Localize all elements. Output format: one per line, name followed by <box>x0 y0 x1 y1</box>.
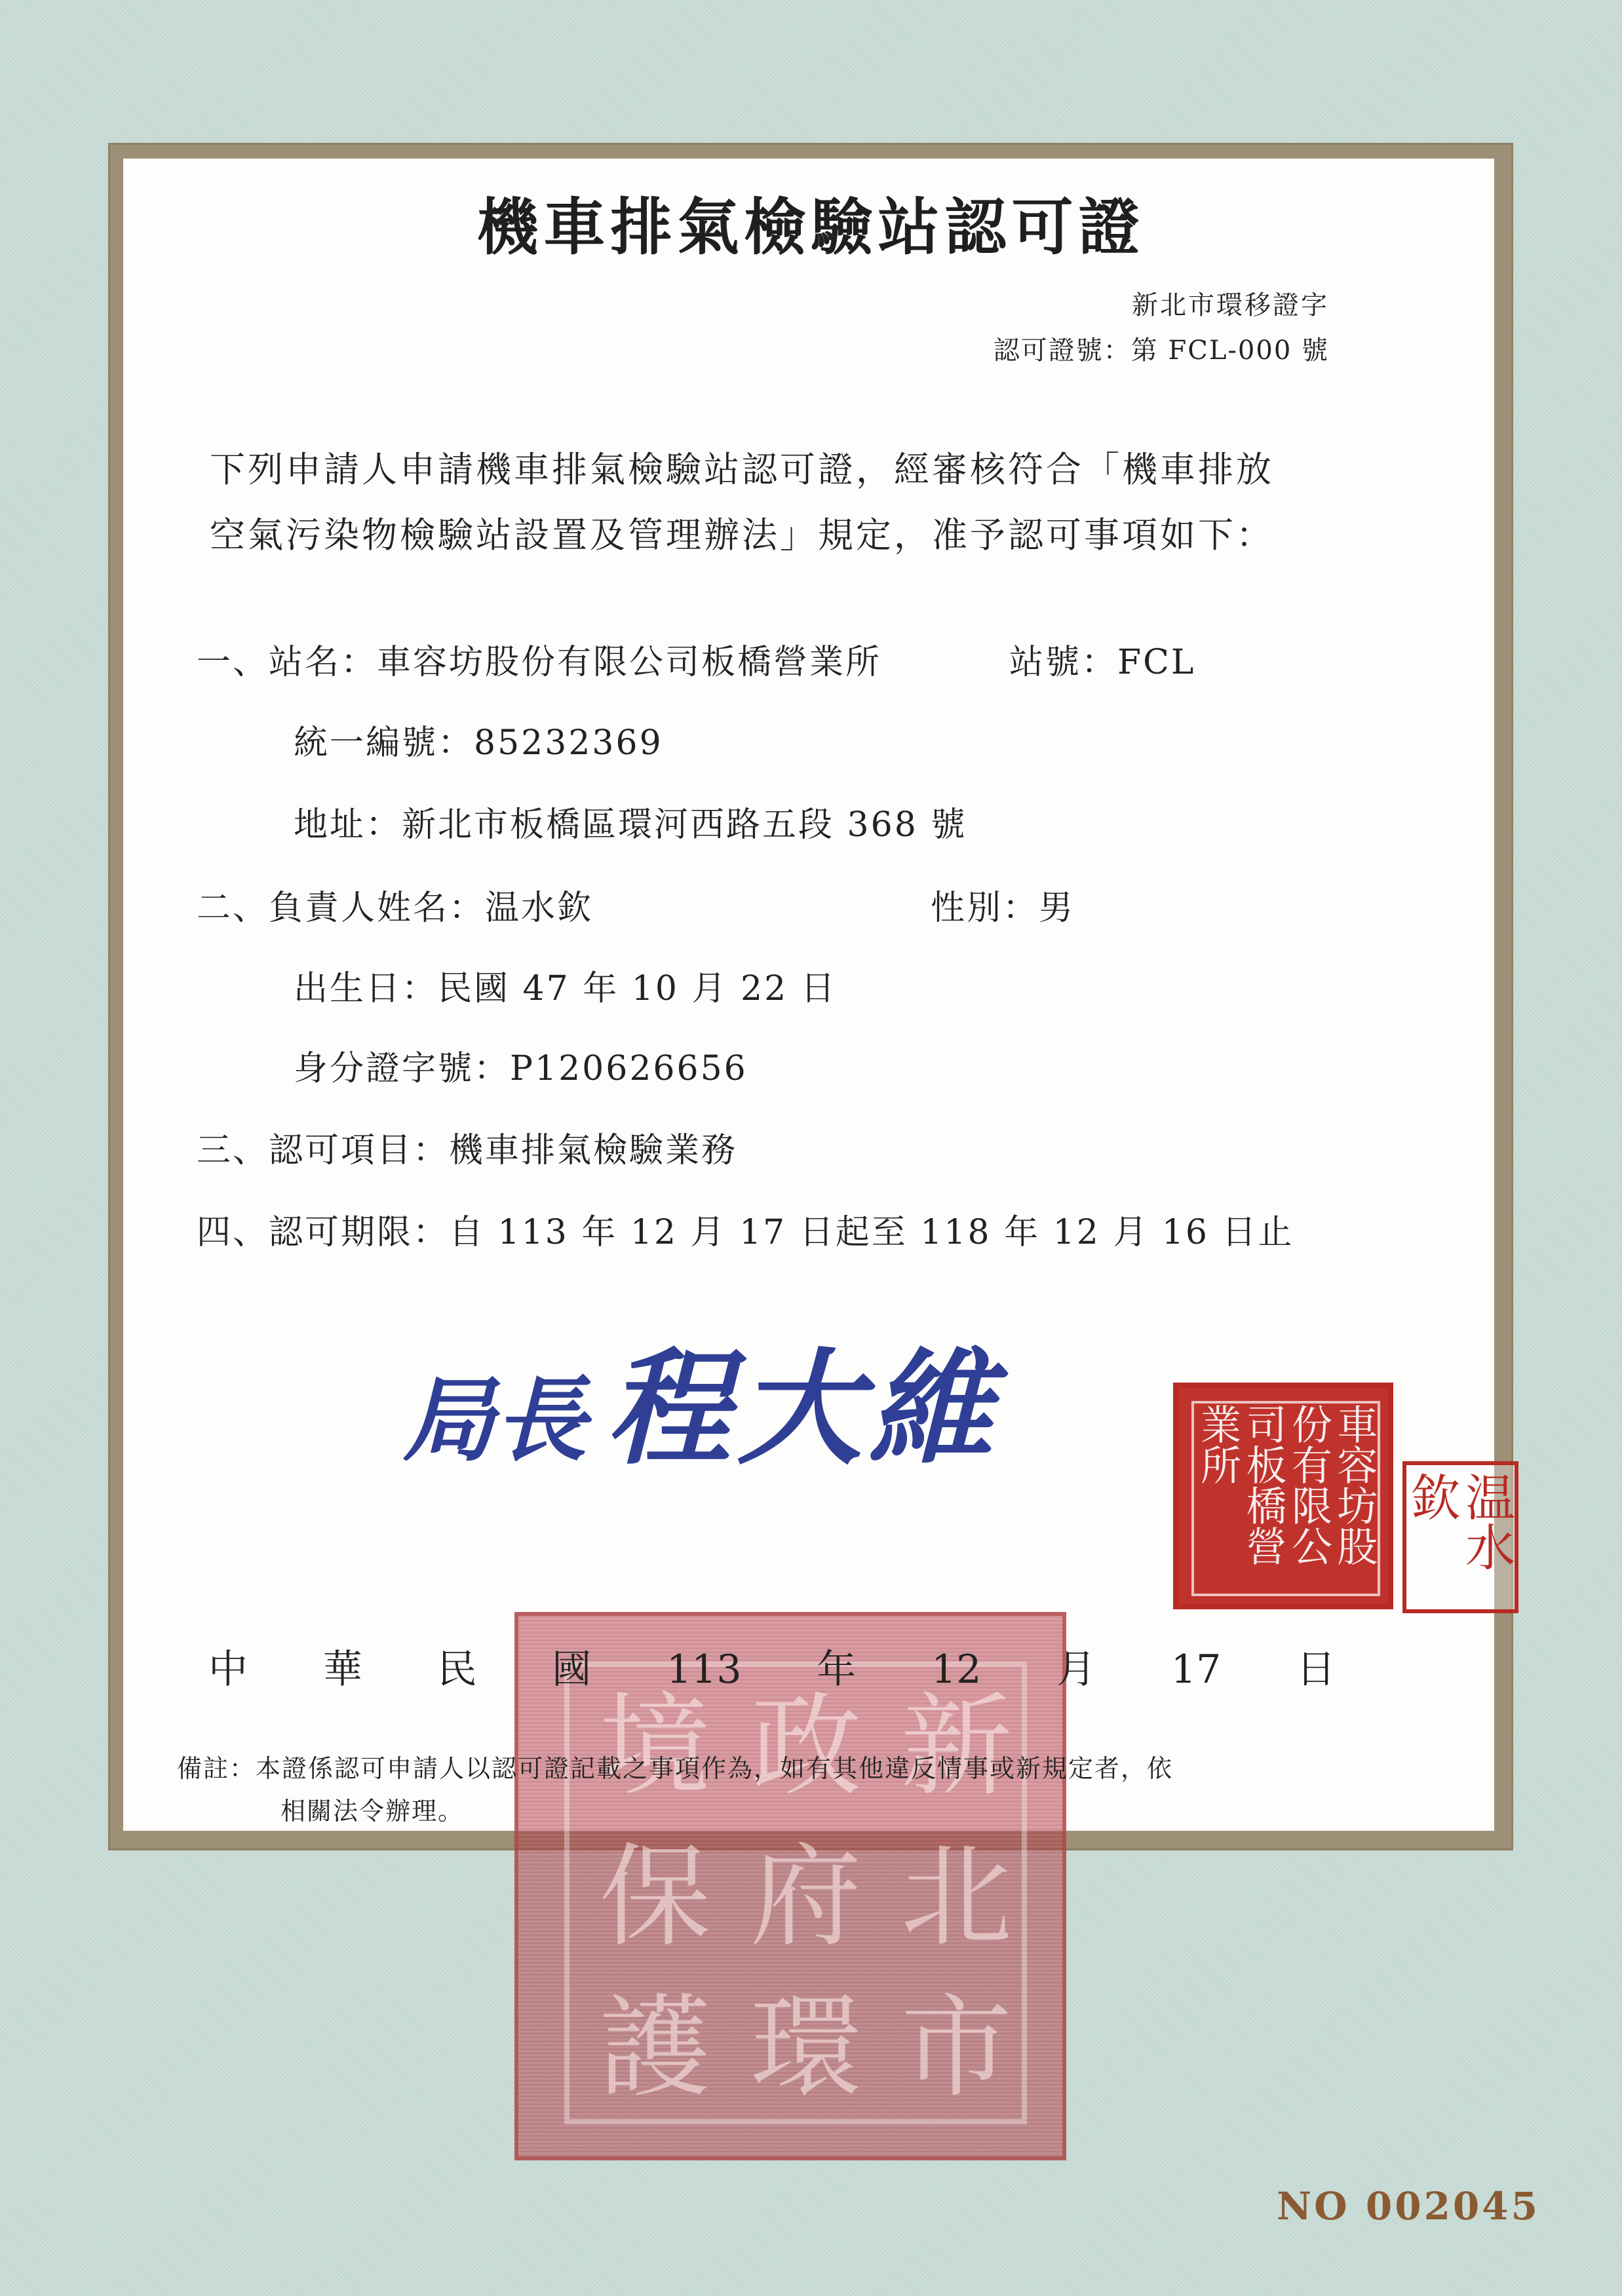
scope-row <box>197 1131 738 1170</box>
cert-agency-line: 新北市環移證字 <box>1132 290 1329 320</box>
date-part: 國 <box>552 1647 592 1693</box>
remark-line-2: 相關法令辦理。 <box>280 1797 465 1826</box>
scope-label: 三、認可項目： <box>197 1131 450 1170</box>
date-part: 民 <box>437 1647 477 1693</box>
tax-id-row <box>294 723 663 763</box>
agency-seal-text: 新 北 市 政 府 環 境 保 護 <box>564 1662 1027 2124</box>
date-day: 17 <box>1170 1647 1222 1693</box>
date-year: 113 <box>666 1647 742 1693</box>
director-signature <box>403 1335 1000 1482</box>
address-row <box>294 805 967 845</box>
cert-number-label: 認可證號： <box>993 335 1131 366</box>
company-seal <box>1173 1383 1393 1609</box>
owner-seal-text: 温水欽 <box>1402 1472 1516 1571</box>
period-value: 自 113 年 12 月 17 日起至 118 年 12 月 16 日止 <box>449 1213 1294 1252</box>
period-row <box>197 1215 1294 1250</box>
station-name-label: 一、站名： <box>197 643 377 682</box>
date-part: 年 <box>817 1647 857 1693</box>
station-name-row <box>197 643 882 682</box>
scope-value: 機車排氣檢驗業務 <box>449 1131 738 1170</box>
station-code-label: 站號： <box>1009 643 1118 682</box>
gender-label: 性別： <box>931 889 1039 928</box>
cert-number-value: 第 FCL-000 號 <box>1130 335 1329 366</box>
gender-row <box>931 889 1075 928</box>
birth-value: 民國 47 年 10 月 22 日 <box>438 969 837 1008</box>
cert-number-line <box>994 337 1329 364</box>
station-name-value: 車容坊股份有限公司板橋營業所 <box>377 643 882 682</box>
gender-value: 男 <box>1039 889 1075 928</box>
company-seal-text: 車容坊股份有限公司板橋營業所 <box>1191 1401 1380 1596</box>
address-value: 新北市板橋區環河西路五段 368 號 <box>402 805 967 845</box>
birth-label: 出生日： <box>294 969 438 1008</box>
certificate-title: 機車排氣檢驗站認可證 <box>476 191 1146 263</box>
station-code-value: FCL <box>1117 643 1196 682</box>
owner-name-label: 二、負責人姓名： <box>197 889 486 928</box>
signature-name: 程大維 <box>606 1335 1000 1482</box>
serial-number: NO 002045 <box>1277 2184 1540 2229</box>
intro-line-2: 空氣污染物檢驗站設置及管理辦法」規定，准予認可事項如下： <box>210 514 1274 556</box>
id-number-value: P120626656 <box>510 1049 748 1088</box>
date-part: 日 <box>1296 1647 1336 1693</box>
tax-id-label: 統一編號： <box>294 723 474 763</box>
agency-seal <box>514 1612 1066 2160</box>
birth-row <box>294 969 837 1008</box>
date-part: 華 <box>322 1647 362 1693</box>
owner-seal <box>1402 1461 1518 1613</box>
intro-line-1: 下列申請人申請機車排氣檢驗站認可證，經審核符合「機車排放 <box>210 449 1274 490</box>
id-number-row <box>294 1049 748 1088</box>
owner-name-row <box>197 889 594 928</box>
date-month: 12 <box>931 1647 982 1693</box>
date-part: 中 <box>208 1647 248 1693</box>
period-label: 四、認可期限： <box>197 1213 450 1252</box>
station-code-row <box>1009 643 1196 682</box>
issue-date-row <box>208 1647 1336 1693</box>
address-label: 地址： <box>294 805 402 845</box>
tax-id-value: 85232369 <box>474 723 663 763</box>
signature-title: 局長 <box>403 1367 587 1474</box>
id-number-label: 身分證字號： <box>294 1049 511 1088</box>
remark-line-1: 備註：本證係認可申請人以認可證記載之事項作為，如有其他違反情事或新規定者，依 <box>177 1754 1174 1783</box>
owner-name-value: 温水欽 <box>485 889 594 928</box>
date-part: 月 <box>1056 1647 1096 1693</box>
